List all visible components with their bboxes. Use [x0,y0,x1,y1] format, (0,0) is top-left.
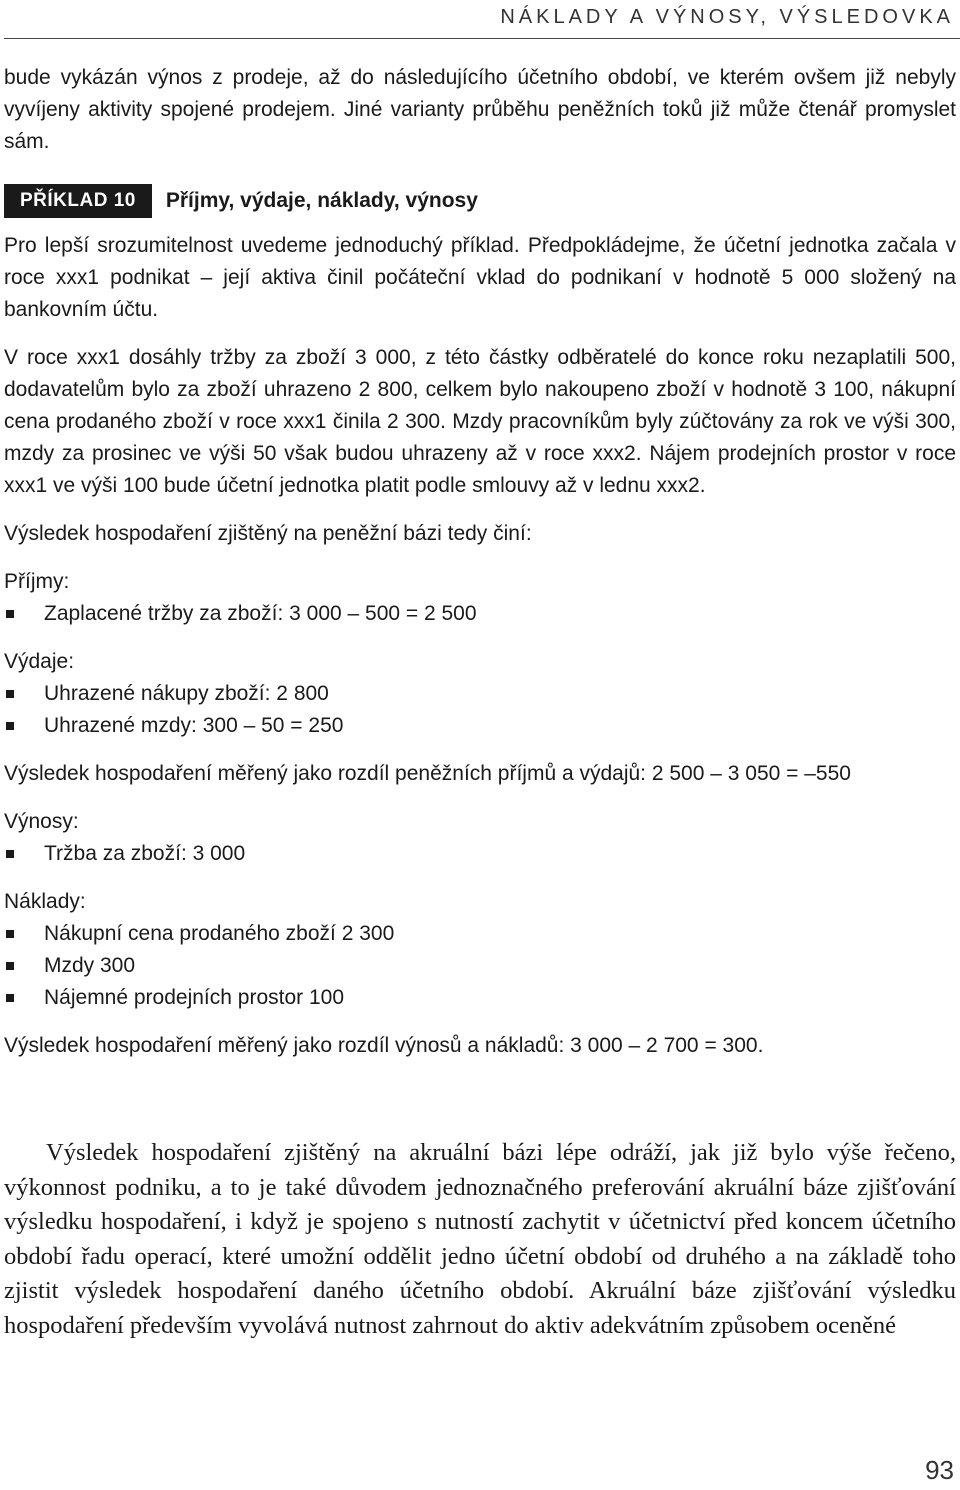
example-paragraph-2: V roce xxx1 dosáhly tržby za zboží 3 000, z této částky odběratelé do konce roku nezaplatili 500, dodavatelům bylo za zboží uhrazeno 2 800, celkem bylo nakoupeno zboží v hodnotě 3 100, nákupní cena prodaného zboží v roce xxx1 činila 2 300. Mzdy pracovníkům byly zúčtovány za rok ve výši 300, mzdy za prosinec ve výši 50 však budou uhrazeny až v roce xxx2. Nájem prodejních prostor v roce xxx1 ve výši 100 bude účetní jednotka platit podle smlouvy až v lednu xxx2. [4,346,956,497]
intro-paragraph: bude vykázán výnos z prodeje, až do následujícího účetního období, ve kterém ovšem již nebyly vyvíjeny aktivity spojené prodejem. Jiné varianty průběhu peněžních toků již může čtenář promyslet sám. [4,66,956,153]
list-item: Nákupní cena prodaného zboží 2 300 [4,918,956,950]
list-item: Uhrazené nákupy zboží: 2 800 [4,678,956,710]
costs-label: Náklady: [4,890,86,913]
expenditures-label: Výdaje: [4,650,75,673]
example-heading [4,184,956,218]
list-item: Tržba za zboží: 3 000 [4,838,956,870]
receipts-list [4,598,956,630]
accrual-result: Výsledek hospodaření měřený jako rozdíl výnosů a nákladů: 3 000 – 2 700 = 300. [4,1034,764,1057]
page-content [4,62,956,1062]
running-head: NÁKLADY A VÝNOSY, VÝSLEDOVKA [500,6,954,28]
list-item: Zaplacené tržby za zboží: 3 000 – 500 = 2 500 [4,598,956,630]
page-number: 93 [925,1455,954,1485]
revenues-label: Výnosy: [4,810,79,833]
example-label: PŘÍKLAD 10 [4,184,152,218]
header-rule [4,38,960,39]
closing-paragraph: Výsledek hospodaření zjištěný na akruální bázi lépe odráží, jak již bylo výše řečeno, výkonnost podniku, a to je také důvodem jednoznačného preferování akruální báze zjišťování výsledku hospodaření, i když je spojeno s nutností zachytit v účetnictví před koncem účetního období řadu operací, které umožní oddělit jedno účetní období od druhého a na základě toho zjistit výsledek hospodaření daného účetního období. Akruální báze zjišťování výsledku hospodaření především vyvolává nutnost zahrnout do aktiv adekvátním způsobem oceněné [4,1139,956,1339]
example-title: Příjmy, výdaje, náklady, výnosy [165,189,478,212]
receipts-label: Příjmy: [4,570,70,593]
expenditures-list [4,678,956,742]
costs-list [4,918,956,1014]
list-item: Uhrazené mzdy: 300 – 50 = 250 [4,710,956,742]
revenues-list [4,838,956,870]
list-item: Mzdy 300 [4,950,956,982]
cash-result: Výsledek hospodaření měřený jako rozdíl peněžních příjmů a výdajů: 2 500 – 3 050 = –550 [4,762,851,785]
cash-basis-heading: Výsledek hospodaření zjištěný na peněžní bázi tedy činí: [4,522,532,545]
example-paragraph-1: Pro lepší srozumitelnost uvedeme jednoduchý příklad. Předpokládejme, že účetní jednotka začala v roce xxx1 podnikat – její aktiva činil počáteční vklad do podnikaní v hodnotě 5 000 složený na bankovním účtu. [4,234,956,321]
list-item: Nájemné prodejních prostor 100 [4,982,956,1014]
